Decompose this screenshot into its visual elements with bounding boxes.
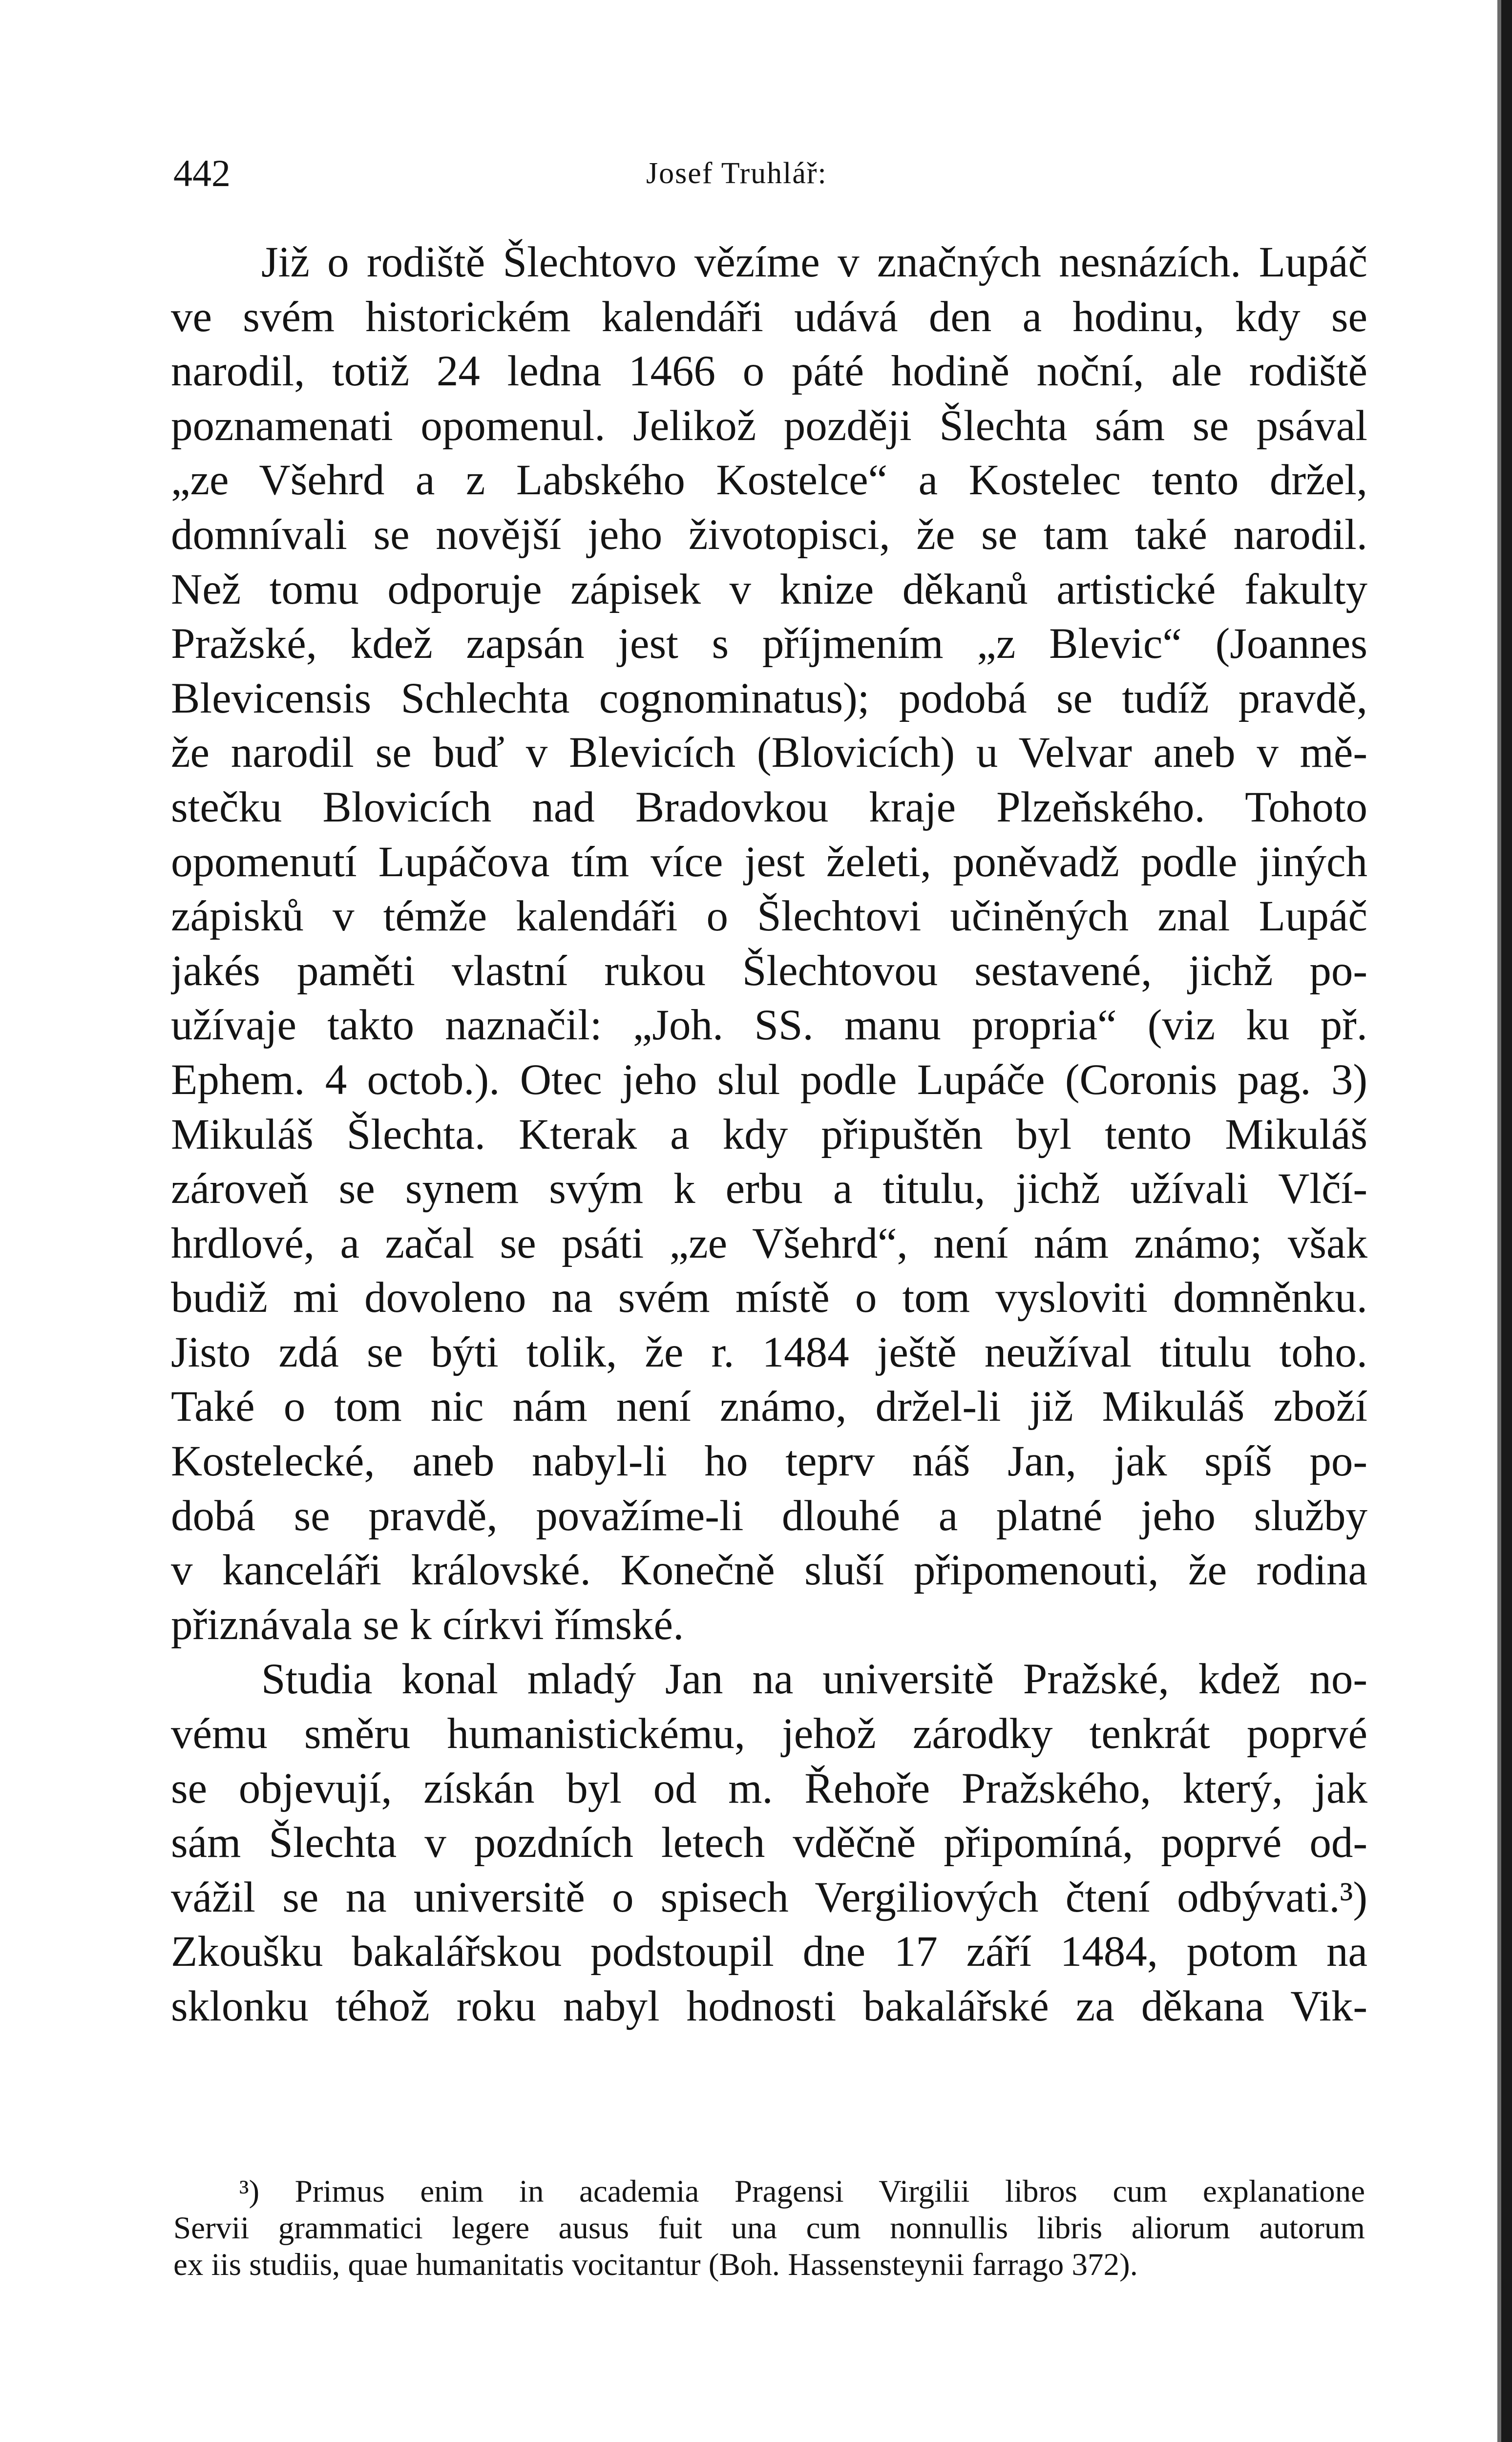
scan-edge-shadow <box>1497 0 1501 2442</box>
text-line: užívaje takto naznačil: „Joh. SS. manu propria“ (viz ku př. <box>171 1001 1367 1050</box>
text-line: přiznávala se k církvi římské. <box>171 1600 684 1649</box>
text-line: sám Šlechta v pozdních letech vděčně připomíná, poprvé od- <box>171 1819 1367 1867</box>
text-line: Také o tom nic nám není známo, držel-li již Mikuláš zboží <box>171 1383 1367 1431</box>
text-line: sklonku téhož roku nabyl hodnosti bakalářské za děkana Vik- <box>171 1982 1367 2030</box>
text-line: poznamenati opomenul. Jelikož později Šlechta sám se psával <box>171 401 1367 450</box>
text-line: narodil, totiž 24 ledna 1466 o páté hodině noční, ale rodiště <box>171 347 1367 396</box>
text-line: se objevují, získán byl od m. Řehoře Pražského, který, jak <box>171 1764 1367 1812</box>
text-line: dobá se pravdě, považíme-li dlouhé a platné jeho služby <box>171 1492 1367 1540</box>
text-line: Pražské, kdež zapsán jest s příjmením „z Blevic“ (Joannes <box>171 620 1367 668</box>
text-line: vážil se na universitě o spisech Vergiliových čtení odbývati.³) <box>171 1873 1367 1921</box>
text-line: zápisků v témže kalendáři o Šlechtovi učiněných znal Lupáč <box>171 892 1367 941</box>
text-line: že narodil se buď v Blevicích (Blovicích) u Velvar aneb v mě- <box>171 729 1367 777</box>
text-line: ve svém historickém kalendáři udává den a hodinu, kdy se <box>171 293 1367 341</box>
footnote-line: ³) Primus enim in academia Pragensi Virgilii libros cum explanatione <box>239 2174 1365 2209</box>
scan-edge <box>1501 0 1512 2442</box>
text-line: v kanceláři královské. Konečně sluší připomenouti, že rodina <box>171 1546 1367 1595</box>
text-line: Ephem. 4 octob.). Otec jeho slul podle Lupáče (Coronis pag. 3) <box>171 1055 1367 1104</box>
text-line: opomenutí Lupáčova tím více jest želeti, poněvadž podle jiných <box>171 838 1367 886</box>
text-line: Mikuláš Šlechta. Kterak a kdy připuštěn byl tento Mikuláš <box>171 1110 1367 1158</box>
text-line: Studia konal mladý Jan na universitě Pražské, kdež no- <box>261 1655 1367 1704</box>
text-line: vému směru humanistickému, jehož zárodky tenkrát poprvé <box>171 1710 1367 1758</box>
page-number: 442 <box>173 152 231 194</box>
text-line: zároveň se synem svým k erbu a titulu, jichž užívali Vlčí- <box>171 1165 1367 1213</box>
page-header <box>173 147 1367 200</box>
text-line: Kostelecké, aneb nabyl-li ho teprv náš Jan, jak spíš po- <box>171 1437 1367 1486</box>
text-line: „ze Všehrd a z Labského Kostelce“ a Kostelec tento držel, <box>171 456 1367 505</box>
text-line: Zkoušku bakalářskou podstoupil dne 17 září 1484, potom na <box>171 1928 1367 1976</box>
text-line: jakés paměti vlastní rukou Šlechtovou sestavené, jichž po- <box>171 947 1367 995</box>
text-line: stečku Blovicích nad Bradovkou kraje Plzeňského. Tohoto <box>171 783 1367 831</box>
footnote-line: Servii grammatici legere ausus fuit una cum nonnullis libris aliorum autorum <box>173 2210 1365 2246</box>
text-line: Než tomu odporuje zápisek v knize děkanů artistické fakulty <box>171 565 1367 613</box>
footnote-line: ex iis studiis, quae humanitatis vocitantur (Boh. Hassensteynii farrago 372). <box>173 2247 1138 2282</box>
footnotes <box>173 2173 1365 2283</box>
text-line: Již o rodiště Šlechtovo vězíme v značných nesnázích. Lupáč <box>261 238 1367 286</box>
body-text <box>171 235 1367 2034</box>
text-line: hrdlové, a začal se psáti „ze Všehrd“, není nám známo; však <box>171 1219 1367 1267</box>
text-line: domnívali se novější jeho životopisci, že se tam také narodil. <box>171 510 1367 559</box>
text-line: Jisto zdá se býti tolik, že r. 1484 ještě neužíval titulu toho. <box>171 1328 1367 1376</box>
running-head: Josef Truhlář: <box>646 157 827 190</box>
text-line: budiž mi dovoleno na svém místě o tom vysloviti domněnku. <box>171 1274 1367 1322</box>
text-line: Blevicensis Schlechta cognominatus); podobá se tudíž pravdě, <box>171 674 1367 722</box>
